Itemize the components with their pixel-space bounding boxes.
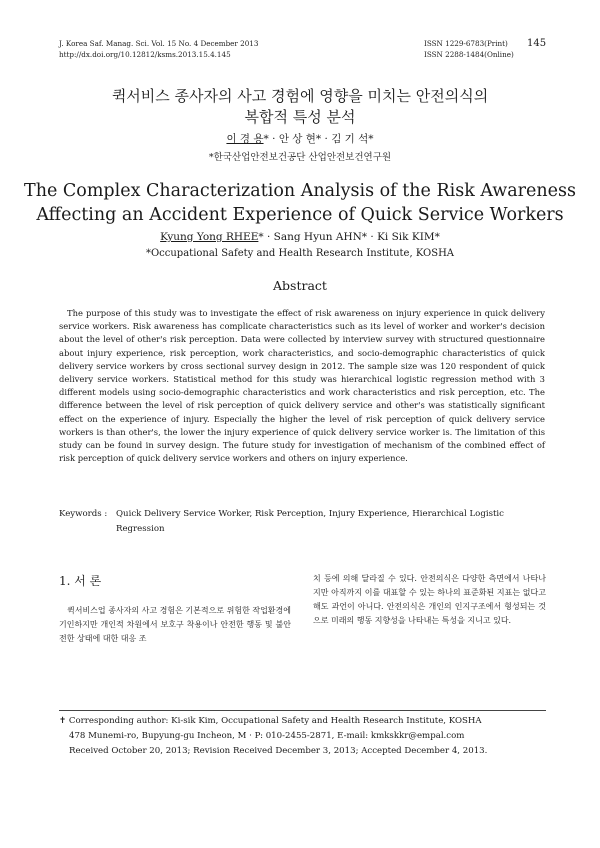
english-author-rest: * · Sang Hyun AHN* · Ki Sik KIM* [258, 231, 440, 243]
keywords-label: Keywords : [59, 509, 108, 519]
left-column-text: 퀵서비스업 종사자의 사고 경험은 기본적으로 위험한 작업환경에 기인하지만 개인적 차원에서 보호구 착용이나 안전한 행동 및 불안전한 상태에 대한 대응 조 [59, 606, 291, 643]
korean-author-1: 이 경 용 [226, 133, 264, 145]
footnote-corresponding-author: ✝ Corresponding author: Ki-sik Kim, Occupational Safety and Health Research Institute, KOSHA [59, 716, 482, 726]
korean-author-sep-1: * · [263, 133, 279, 145]
page-number: 145 [527, 38, 547, 49]
korean-affiliation: *한국산업안전보건공단 산업안전보건연구원 [208, 152, 392, 163]
english-author-1: Kyung Yong RHEE [160, 231, 259, 243]
footnote-dates: Received October 20, 2013; Revision Received December 3, 2013; Accepted December 4, 2013. [69, 746, 488, 756]
korean-title-line1: 퀵서비스 종사자의 사고 경험에 영향을 미치는 안전의식의 [111, 87, 489, 105]
korean-author-mark: * [368, 133, 374, 145]
footnote [59, 714, 546, 759]
english-affiliation: *Occupational Safety and Health Research Institute, KOSHA [145, 248, 455, 259]
keywords-line1: Quick Delivery Service Worker, Risk Perception, Injury Experience, Hierarchical Logistic [116, 509, 504, 519]
footnote-rule [59, 710, 546, 711]
korean-title-line2: 복합적 특성 분석 [244, 108, 356, 126]
english-title-line2: Affecting an Accident Experience of Quick Service Workers [36, 205, 564, 225]
right-column-text: 치 등에 의해 달라질 수 있다. 안전의식은 다양한 측면에서 나타나지만 아직까지 이를 대표할 수 있는 하나의 표준화된 지표는 없다고 해도 과언이 아니다. 안전의식은 개인의 인지구조에서 형성되는 것으로 미래의 행동 지향성을 나타내는 특성을 지니고 있다. [313, 574, 546, 625]
journal-citation: J. Korea Saf. Manag. Sci. Vol. 15 No. 4 December 2013 [59, 39, 259, 48]
issn-print: ISSN 1229-6783(Print) [424, 39, 508, 48]
abstract-heading: Abstract [273, 278, 327, 293]
english-authors [0, 231, 600, 243]
korean-author-2: 안 상 현 [278, 133, 316, 145]
issn-online: ISSN 2288-1484(Online) [424, 50, 514, 59]
abstract-body: The purpose of this study was to investigate the effect of risk awareness on injury experience in quick delivery service workers. Risk awareness has complicate characteristics such as its level of worker and worker's decision about the level of other's risk perception. Data were collected by interview survey with structured questionnaire about injury experience, risk perception, work characteristics, and socio-demographic characteristics of quick delivery service workers by cross sectional survey design in 2012. The sample size was 120 respondent of quick delivery service workers. Statistical method for this study was hierarchical logistic regression method with 3 different models using socio-demographic characteristics and work characteristics and risk perception, etc. The difference between the level of risk perception of quick delivery service and other's was statistically significant effect on the experience of injury. Especially the higher the level of risk perception of quick delivery service workers is than other's, the lower the injury experience of quick delivery service worker is. The limitation of this study can be found in survey design. The future study for investigation of mechanism of the combined effect of risk perception of quick delivery service workers and others on injury experience. [59, 308, 545, 464]
footnote-contact: 478 Munemi-ro, Bupyung-gu Incheon, M · P: 010-2455-2871, E-mail: kmkskkr@empal.com [69, 731, 465, 741]
korean-author-3: 김 기 석 [331, 133, 369, 145]
section-heading: 1. 서 론 [59, 574, 102, 588]
korean-authors [0, 131, 600, 146]
english-title-line1: The Complex Characterization Analysis of the Risk Awareness [24, 181, 576, 201]
doi-link[interactable]: http://dx.doi.org/10.12812/ksms.2013.15.4.145 [59, 50, 231, 59]
korean-author-sep-2: * · [315, 133, 332, 145]
keywords-line2: Regression [116, 524, 165, 534]
